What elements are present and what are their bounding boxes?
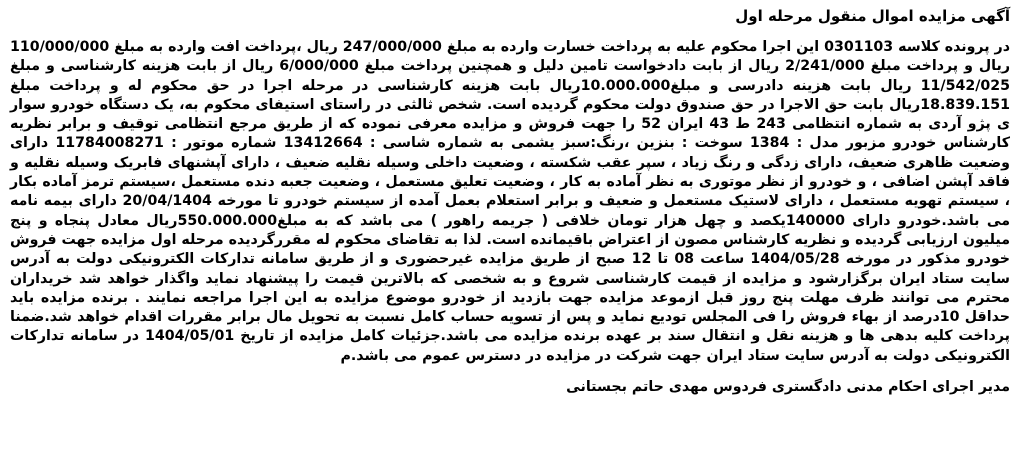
notice-title: آگهی مزایده اموال منقول مرحله اول [735,7,1010,25]
notice-signature: مدیر اجرای احکام مدنی دادگستری فردوس مهدی حاتم بجستانی [566,379,1010,396]
notice-body: در پرونده کلاسه 0301103 این اجرا محکوم علیه به پرداخت خسارت وارده به مبلغ 247/000/000 ریال ،پرداخت افت وارده به مبلغ 110/000/000 ریال و پرداخت مبلغ 2/241/000 ریال از بابت دادخواست تامین دلیل و همچنین پرداخت مبلغ 6/000/000 ریال از بابت هزینه کارشناسی و مبلغ 11/542/025 ریال بابت هزینه دادرسی و مبلغ10.000.000ریال بابت هزینه کارشناسی در مرحله اجرا در حق محکوم له و پرداخت مبلغ 18.839.151ریال بابت حق الاجرا در حق صندوق دولت محکوم گردیده است. شخص ثالثی در راستای استیفای محکوم به، یک دستگاه خودرو سوار ی پژو آردی به شماره انتظامی 243 ط 43 ایران 52 را جهت فروش و مزایده معرفی نموده که از طریق مرجع انتظامی توقیف و برابر نظریه کارشناس خودرو مزبور مدل : 1384 سوخت : بنزین ،رنگ:سبز یشمی به شماره شاسی : 13412664 شماره موتور : 11784008271 دارای وضعیت ظاهری ضعیف، دارای زدگی و رنگ زیاد ، سپر عقب شکسته ، وضعیت داخلی وسیله نقلیه ضعیف ، دارای آپشنهای فابریک وسیله نقلیه و فاقد آپشن اضافی ، و خودرو از نظر موتوری به نظر آماده به کار ، وضعیت تعلیق مستعمل ، وضعیت جعبه دنده مستعمل ،سیستم ترمز آماده بکار ، سیستم تهویه مستعمل ، دارای لاستیک مستعمل و ضعیف و برابر استعلام بعمل آمده از سیستم خودرو تا مورخه 20/04/1404 دارای بیمه نامه می باشد.خودرو دارای 140000یکصد و چهل هزار تومان خلافی ( جریمه راهور ) می باشد که به مبلغ550.000.000ریال معادل پنجاه و پنج میلیون ارزیابی گردیده و نظریه کارشناس مصون از اعتراض باقیمانده است. لذا به تقاضای محکوم له مقررگردیده مرحله اول مزایده جهت فروش خودرو مذکور در مورخه 1404/05/28 ساعت 08 تا 12 صبح از طریق مزایده غیرحضوری و از طریق سامانه تدارکات الکترونیکی دولت به آدرس سایت ستاد ایران برگزارشود و مزایده از قیمت کارشناسی شروع و به شخصی که بالاترین قیمت را پیشنهاد نماید واگذار خواهد شد خریداران محترم می توانند ظرف مهلت پنج روز قبل ازموعد مزایده جهت بازدید از خودرو موضوع مزایده به این اجرا مراجعه نمایند . برنده مزایده باید حداقل 10درصد از بهاء فروش را فی المجلس تودیع نماید و پس از تسویه حساب کامل نسبت به تحویل مال برابر مقررات اقدام خواهد شد.ضمنا پرداخت کلیه بدهی ها و هزینه نقل و انتقال سند بر عهده برنده مزایده می باشد.جزئیات کامل مزایده از تاریخ 1404/05/01 در سامانه تدارکات الکترونیکی دولت به آدرس سایت ستاد ایران جهت شرکت در مزایده در دسترس عموم می باشد.م [10,39,1011,364]
